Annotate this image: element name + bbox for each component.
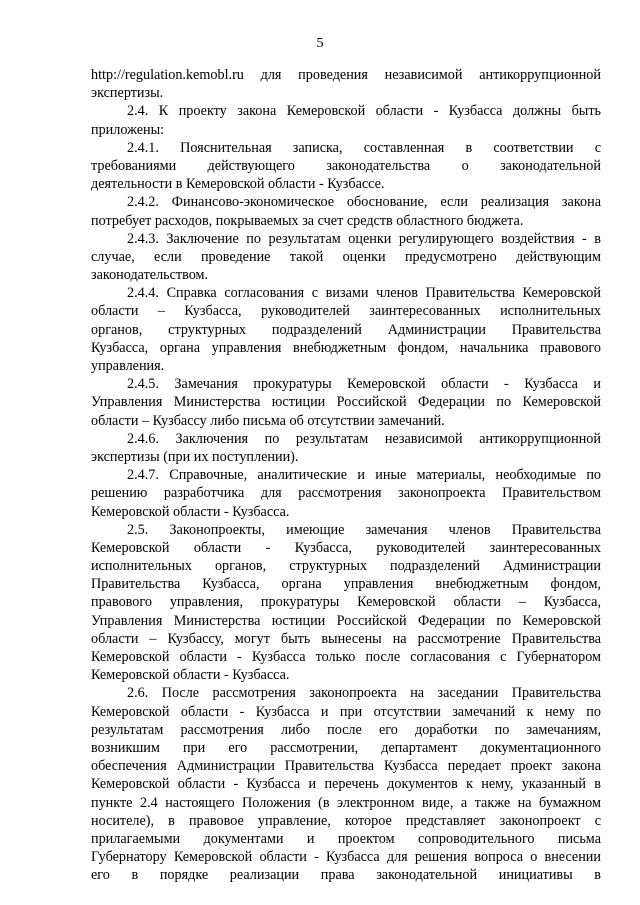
text-line: результатам рассмотрения либо после его доработки по замечаниям, [91, 721, 601, 738]
text-line: Кемеровской области - Кузбасса и перечень документов к нему, указанный в [91, 776, 601, 793]
text-line: 2.4.4. Справка согласования с визами членов Правительства Кемеровской [127, 285, 601, 302]
text-line: 2.4. К проекту закона Кемеровской области - Кузбасса должны быть [127, 103, 601, 120]
text-line: Губернатору Кемеровской области - Кузбасса для решения вопроса о внесении [91, 849, 601, 866]
text-line: Кемеровской области - Кузбасса. [91, 667, 290, 684]
text-line: 2.6. После рассмотрения законопроекта на заседании Правительства [127, 685, 601, 702]
text-line: носителе), в правовое управление, которое представляет законопроект с [91, 812, 601, 829]
text-line: области – Кузбасса, руководителей заинтересованных исполнительных [91, 303, 601, 320]
text-line: правового управления, прокуратуры Кемеровской области – Кузбасса, [91, 594, 601, 611]
text-line: требованиями действующего законодательства о законодательной [91, 157, 601, 174]
text-line: Кемеровской области - Кузбасса только после согласования с Губернатором [91, 649, 601, 665]
text-line: Кемеровской области - Кузбасса, руководителей заинтересованных [91, 539, 601, 556]
text-line: деятельности в Кемеровской области - Кузбассе. [91, 176, 385, 193]
text-line: 2.4.5. Замечания прокуратуры Кемеровской области - Кузбасса и [127, 376, 601, 393]
text-line: 2.4.3. Заключение по результатам оценки регулирующего воздействия - в [127, 230, 601, 247]
text-line: возникшим при его рассмотрении, департамент документационного [91, 739, 601, 756]
text-line: пункте 2.4 настоящего Положения (в электронном виде, а также на бумажном [91, 794, 601, 811]
text-line: законодательством. [91, 267, 209, 284]
text-line: http://regulation.kemobl.ru для проведения независимой антикоррупционной [91, 67, 601, 83]
text-line: случае, если проведение такой оценки предусмотрено действующим [91, 248, 601, 265]
text-line: его в порядке реализации права законодательной инициативы в [91, 867, 601, 884]
document-body [91, 66, 601, 884]
text-line: 2.5. Законопроекты, имеющие замечания членов Правительства [127, 521, 601, 538]
text-line: 2.4.6. Заключения по результатам независимой антикоррупционной [127, 430, 601, 447]
text-line: 2.4.7. Справочные, аналитические и иные материалы, необходимые по [127, 467, 601, 484]
text-line: приложены: [91, 121, 165, 138]
text-line: Правительства Кузбасса, органа управления внебюджетным фондом, [91, 576, 601, 593]
text-line: исполнительных органов, структурных подразделений Администрации [91, 558, 601, 575]
text-line: органов, структурных подразделений Администрации Правительства [91, 321, 601, 338]
text-line: Кузбасса, органа управления внебюджетным фондом, начальника правового [91, 339, 601, 356]
page-number: 5 [316, 36, 324, 51]
text-line: Управления Министерства юстиции Российской Федерации по Кемеровской [91, 394, 601, 411]
text-line: Кемеровской области - Кузбасса и при отсутствии замечаний к нему по [91, 703, 601, 720]
text-line: Кемеровской области - Кузбасса. [91, 503, 290, 520]
text-line: потребует расходов, покрываемых за счет средств областного бюджета. [91, 212, 524, 229]
text-line: области – Кузбассу, могут быть вынесены на рассмотрение Правительства [91, 630, 601, 647]
text-line: решению разработчика для рассмотрения законопроекта Правительством [91, 485, 601, 502]
text-line: области – Кузбассу либо письма об отсутствии замечаний. [91, 412, 445, 429]
text-line: 2.4.2. Финансово-экономическое обоснование, если реализация закона [127, 194, 601, 211]
text-line: обеспечения Администрации Правительства Кузбасса передает проект закона [91, 758, 601, 775]
text-line: экспертизы (при их поступлении). [91, 448, 299, 465]
text-line: экспертизы. [91, 85, 164, 102]
text-line: 2.4.1. Пояснительная записка, составленная в соответствии с [127, 139, 601, 156]
text-line: прилагаемыми документами и проектом сопроводительного письма [91, 830, 601, 847]
text-line: Управления Министерства юстиции Российской Федерации по Кемеровской [91, 612, 601, 629]
text-line: управления. [91, 358, 165, 374]
